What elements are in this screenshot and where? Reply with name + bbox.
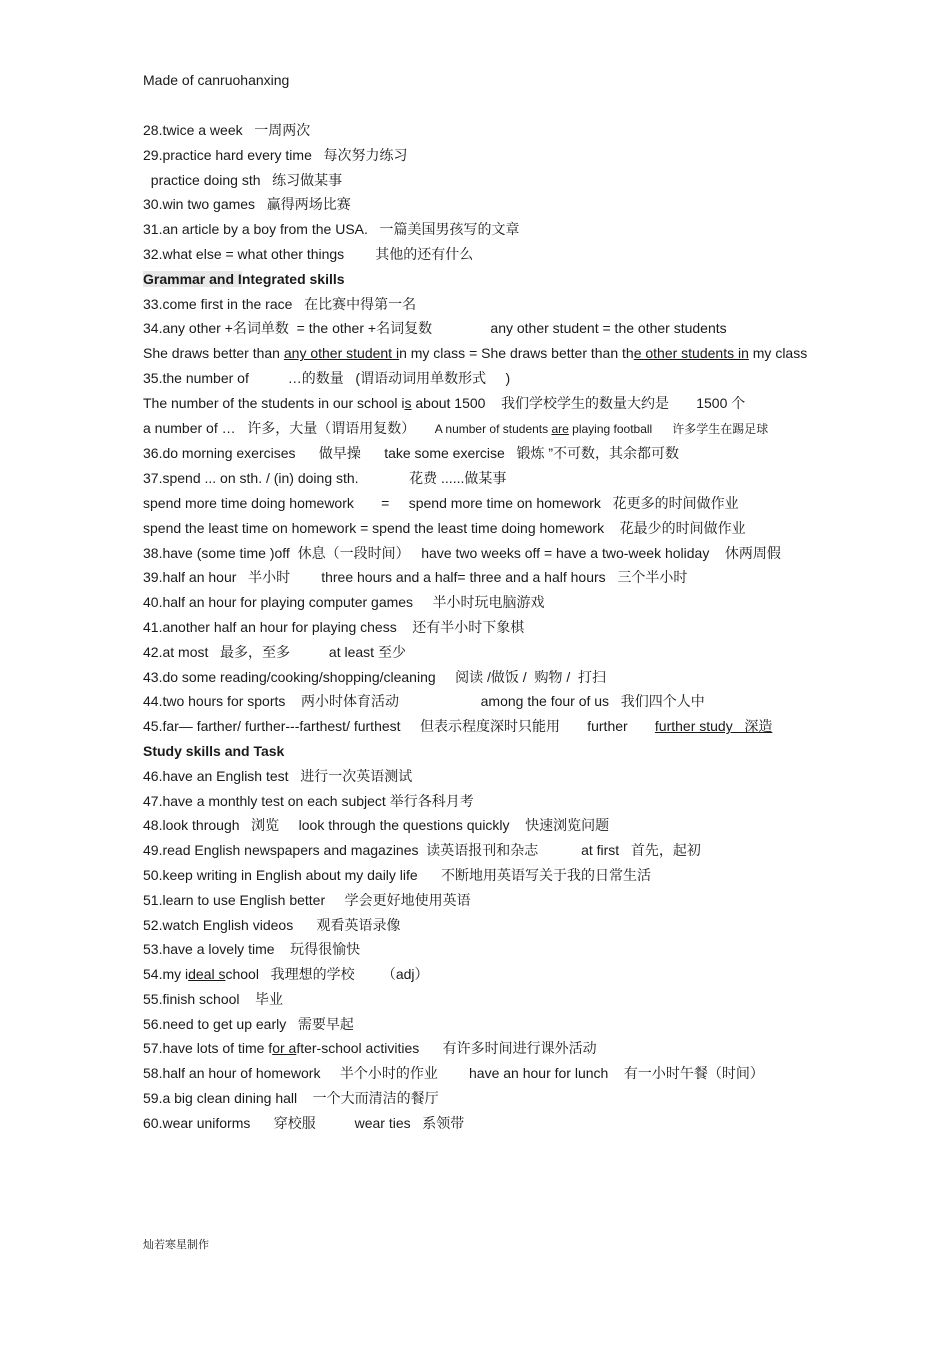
line-text: 50.keep writing in English about my daily life 不断地用英语写关于我的日常生活 [143,866,652,883]
vocab-line [143,767,808,785]
line-text: s [404,394,412,411]
vocab-line [143,866,808,884]
line-text: 39.half an hour 半小时 three hours and a half= three and a half hours 三个半小时 [143,569,688,586]
line-text: 58.half an hour of homework 半个小时的作业 have an hour for lunch 有一小时午餐（时间） [143,1065,764,1082]
line-text: fter-school activities 有许多时间进行课外活动 [296,1040,597,1057]
line-text: spend the least time on homework = spend the least time doing homework 花最少的时间做作业 [143,519,746,536]
line-text: chool 我理想的学校 （adj） [225,966,429,983]
vocab-line [143,220,808,238]
vocab-line [143,544,808,562]
line-text: 56.need to get up early 需要早起 [143,1015,354,1032]
vocab-line [143,245,808,263]
line-text: 33.come first in the race 在比赛中得第一名 [143,295,417,312]
line-text: 29.practice hard every time 每次努力练习 [143,146,408,163]
vocabulary-list [143,121,808,1139]
section-heading [143,270,808,288]
section-heading [143,742,808,760]
line-text: deal s [188,966,226,983]
line-text: 38.have (some time )off 休息（一段时间） have two weeks off = have a two-week holiday 休两周假 [143,544,781,561]
vocab-line [143,344,808,362]
vocab-line [143,1015,808,1033]
vocab-line [143,195,808,213]
vocab-line [143,295,808,313]
vocab-line [143,1089,808,1107]
line-text: 45.far— farther/ further---farthest/ furthest 但表示程度深时只能用 further [143,718,655,735]
vocab-line [143,394,808,412]
line-text: 43.do some reading/cooking/shopping/cleaning 阅读 /做饭 / 购物 / 打扫 [143,668,606,685]
vocab-line [143,916,808,934]
vocab-line [143,816,808,834]
vocab-line [143,792,808,810]
vocab-line [143,668,808,686]
line-text: 60.wear uniforms 穿校服 wear ties 系领带 [143,1114,465,1131]
vocab-line [143,841,808,859]
vocab-line [143,965,808,983]
line-text: 36.do morning exercises 做早操 take some exercise 锻炼 ”不可数，其余都可数 [143,445,680,462]
vocab-line [143,568,808,586]
vocab-line [143,990,808,1008]
page-header: Made of canruohanxing [143,72,290,88]
line-text: are [551,421,569,436]
vocab-line [143,618,808,636]
line-text: about 1500 我们学校学生的数量大约是 1500 个 [411,394,746,411]
line-text: The number of the students in our school i [143,394,405,411]
line-text: 34.any other +名词单数 = the other +名词复数 any other student = the other students [143,320,727,337]
vocab-line [143,444,808,462]
line-text: 37.spend ... on sth. / (in) doing sth. 花费 ......做某事 [143,470,507,487]
vocab-line [143,1064,808,1082]
vocab-line [143,469,808,487]
vocab-line [143,519,808,537]
line-text: spend more time doing homework = spend more time on homework 花更多的时间做作业 [143,494,739,511]
line-text: 46.have an English test 进行一次英语测试 [143,767,413,784]
vocab-line [143,1114,808,1132]
line-text: Study skills and Task [143,742,285,759]
vocab-line [143,1039,808,1057]
vocab-line [143,692,808,710]
line-text: playing football 许多学生在踢足球 [568,421,769,436]
line-text: 48.look through 浏览 look through the questions quickly 快速浏览问题 [143,817,610,834]
vocab-line [143,891,808,909]
vocab-line [143,369,808,387]
line-text: 51.learn to use English better 学会更好地使用英语 [143,891,471,908]
line-text: Grammar and I [143,270,242,287]
line-text: or a [272,1040,297,1057]
vocab-line [143,940,808,958]
line-text: any other student i [283,345,400,362]
line-text: 35.the number of …的数量 (谓语动词用单数形式 ) [143,369,511,386]
line-text: 32.what else = what other things 其他的还有什么 [143,245,474,262]
line-text: 47.have a monthly test on each subject 举行各科月考 [143,792,474,809]
page-footer: 灿若寒星制作 [143,1238,209,1251]
line-text: 42.at most 最多，至多 at least 至少 [143,643,406,660]
vocab-line [143,121,808,139]
line-text: ntegrated skills [241,270,345,287]
line-text: 52.watch English videos 观看英语录像 [143,916,401,933]
line-text: 30.win two games 赢得两场比赛 [143,196,351,213]
line-text: 53.have a lovely time 玩得很愉快 [143,941,361,958]
vocab-line [143,717,808,735]
line-text: 49.read English newspapers and magazines 读英语报刊和杂志 at first 首先，起初 [143,842,701,859]
line-text: n my class = She draws better than th [399,345,634,362]
vocab-line [143,593,808,611]
line-text: 31.an article by a boy from the USA. 一篇美国男孩写的文章 [143,221,520,238]
line-text: 44.two hours for sports 两小时体育活动 among the four of us 我们四个人中 [143,693,705,710]
line-text: a number of … 许多，大量（谓语用复数） [143,419,435,436]
line-text: 57.have lots of time f [143,1040,273,1057]
line-text: further study 深造 [654,718,773,735]
vocab-line [143,419,808,438]
vocab-line [143,319,808,337]
vocab-line [143,494,808,512]
line-text: She draws better than [143,345,284,362]
vocab-line [143,171,808,189]
line-text: 41.another half an hour for playing chess 还有半小时下象棋 [143,618,525,635]
line-text: 40.half an hour for playing computer games 半小时玩电脑游戏 [143,594,545,611]
line-text: practice doing sth 练习做某事 [143,171,343,188]
line-text: 54.my i [143,966,189,983]
line-text: e other students in [633,345,749,362]
vocab-line [143,643,808,661]
line-text: A number of students [434,421,552,436]
vocab-line [143,146,808,164]
line-text: 55.finish school 毕业 [143,990,284,1007]
line-text: my class [748,345,808,362]
line-text: 28.twice a week 一周两次 [143,122,311,138]
line-text: 59.a big clean dining hall 一个大而清洁的餐厅 [143,1090,439,1107]
